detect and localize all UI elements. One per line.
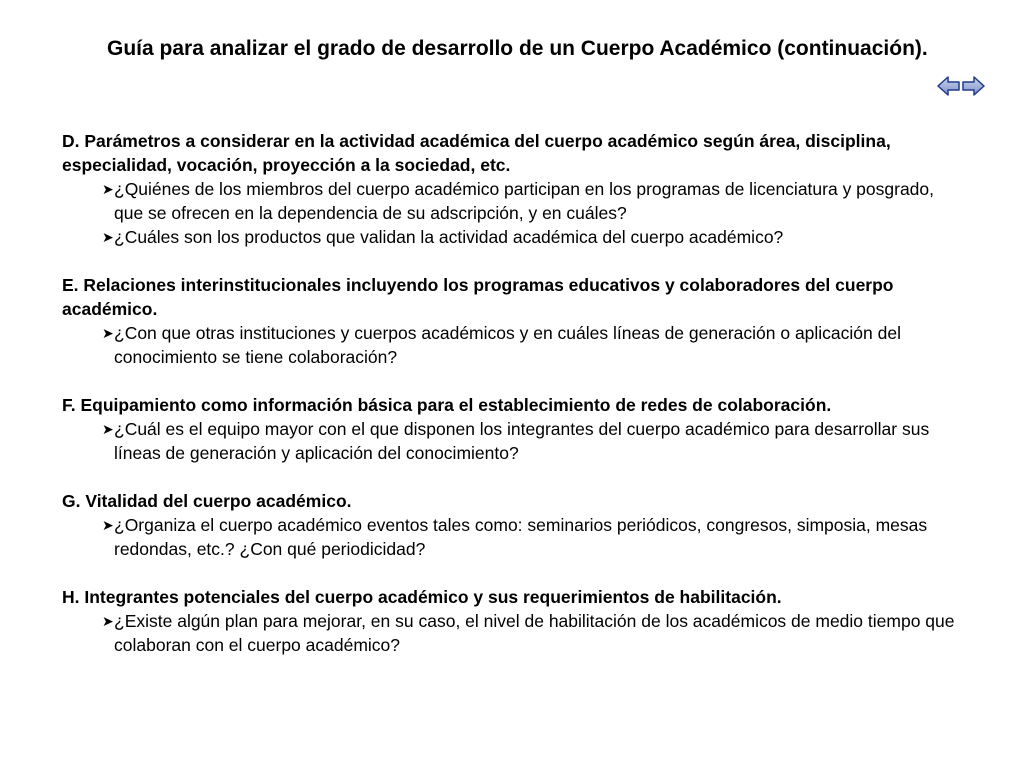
arrowhead-bullet-icon: ➤ [102,181,114,197]
list-item-text: ¿Organiza el cuerpo académico eventos tales como: seminarios periódicos, congresos, simposia, mesas redondas, etc.? ¿Con qué periodicidad? [114,515,928,559]
list-item [62,417,962,465]
content-body [62,129,962,681]
arrowhead-bullet-icon: ➤ [102,517,114,533]
section-heading: G. Vitalidad del cuerpo académico. [62,491,352,511]
list-item [62,177,962,225]
arrowhead-bullet-icon: ➤ [102,421,114,437]
section-heading: D. Parámetros a considerar en la actividad académica del cuerpo académico según área, disciplina, especialidad, vocación, proyección a la sociedad, etc. [62,131,891,175]
list-item-text: ¿Cuál es el equipo mayor con el que disponen los integrantes del cuerpo académico para desarrollar sus líneas de generación y aplicación del conocimiento? [114,419,930,463]
list-item-text: ¿Quiénes de los miembros del cuerpo académico participan en los programas de licenciatura y posgrado, que se ofrecen en la dependencia de su adscripción, y en cuáles? [114,179,935,223]
navigation-buttons [937,76,985,96]
list-item [62,321,962,369]
list-item-text: ¿Cuáles son los productos que validan la actividad académica del cuerpo académico? [114,227,784,247]
arrowhead-bullet-icon: ➤ [102,229,114,245]
list-item [62,225,962,249]
section-d [62,129,962,249]
arrow-left-icon[interactable] [938,77,959,95]
arrowhead-bullet-icon: ➤ [102,613,114,629]
arrowhead-bullet-icon: ➤ [102,325,114,341]
section-heading: H. Integrantes potenciales del cuerpo académico y sus requerimientos de habilitación. [62,587,782,607]
arrow-right-icon[interactable] [963,77,984,95]
section-e [62,273,962,369]
section-f [62,393,962,465]
list-item [62,513,962,561]
list-item-text: ¿Existe algún plan para mejorar, en su caso, el nivel de habilitación de los académicos de medio tiempo que colaboran con el cuerpo académico? [114,611,955,655]
list-item-text: ¿Con que otras instituciones y cuerpos académicos y en cuáles líneas de generación o aplicación del conocimiento se tiene colaboración? [114,323,901,367]
section-h [62,585,962,657]
list-item [62,609,962,657]
section-g [62,489,962,561]
section-heading: E. Relaciones interinstitucionales incluyendo los programas educativos y colaboradores del cuerpo académico. [62,275,894,319]
slide-title: Guía para analizar el grado de desarrollo de un Cuerpo Académico (continuación). [107,37,928,60]
section-heading: F. Equipamiento como información básica para el establecimiento de redes de colaboración. [62,395,832,415]
